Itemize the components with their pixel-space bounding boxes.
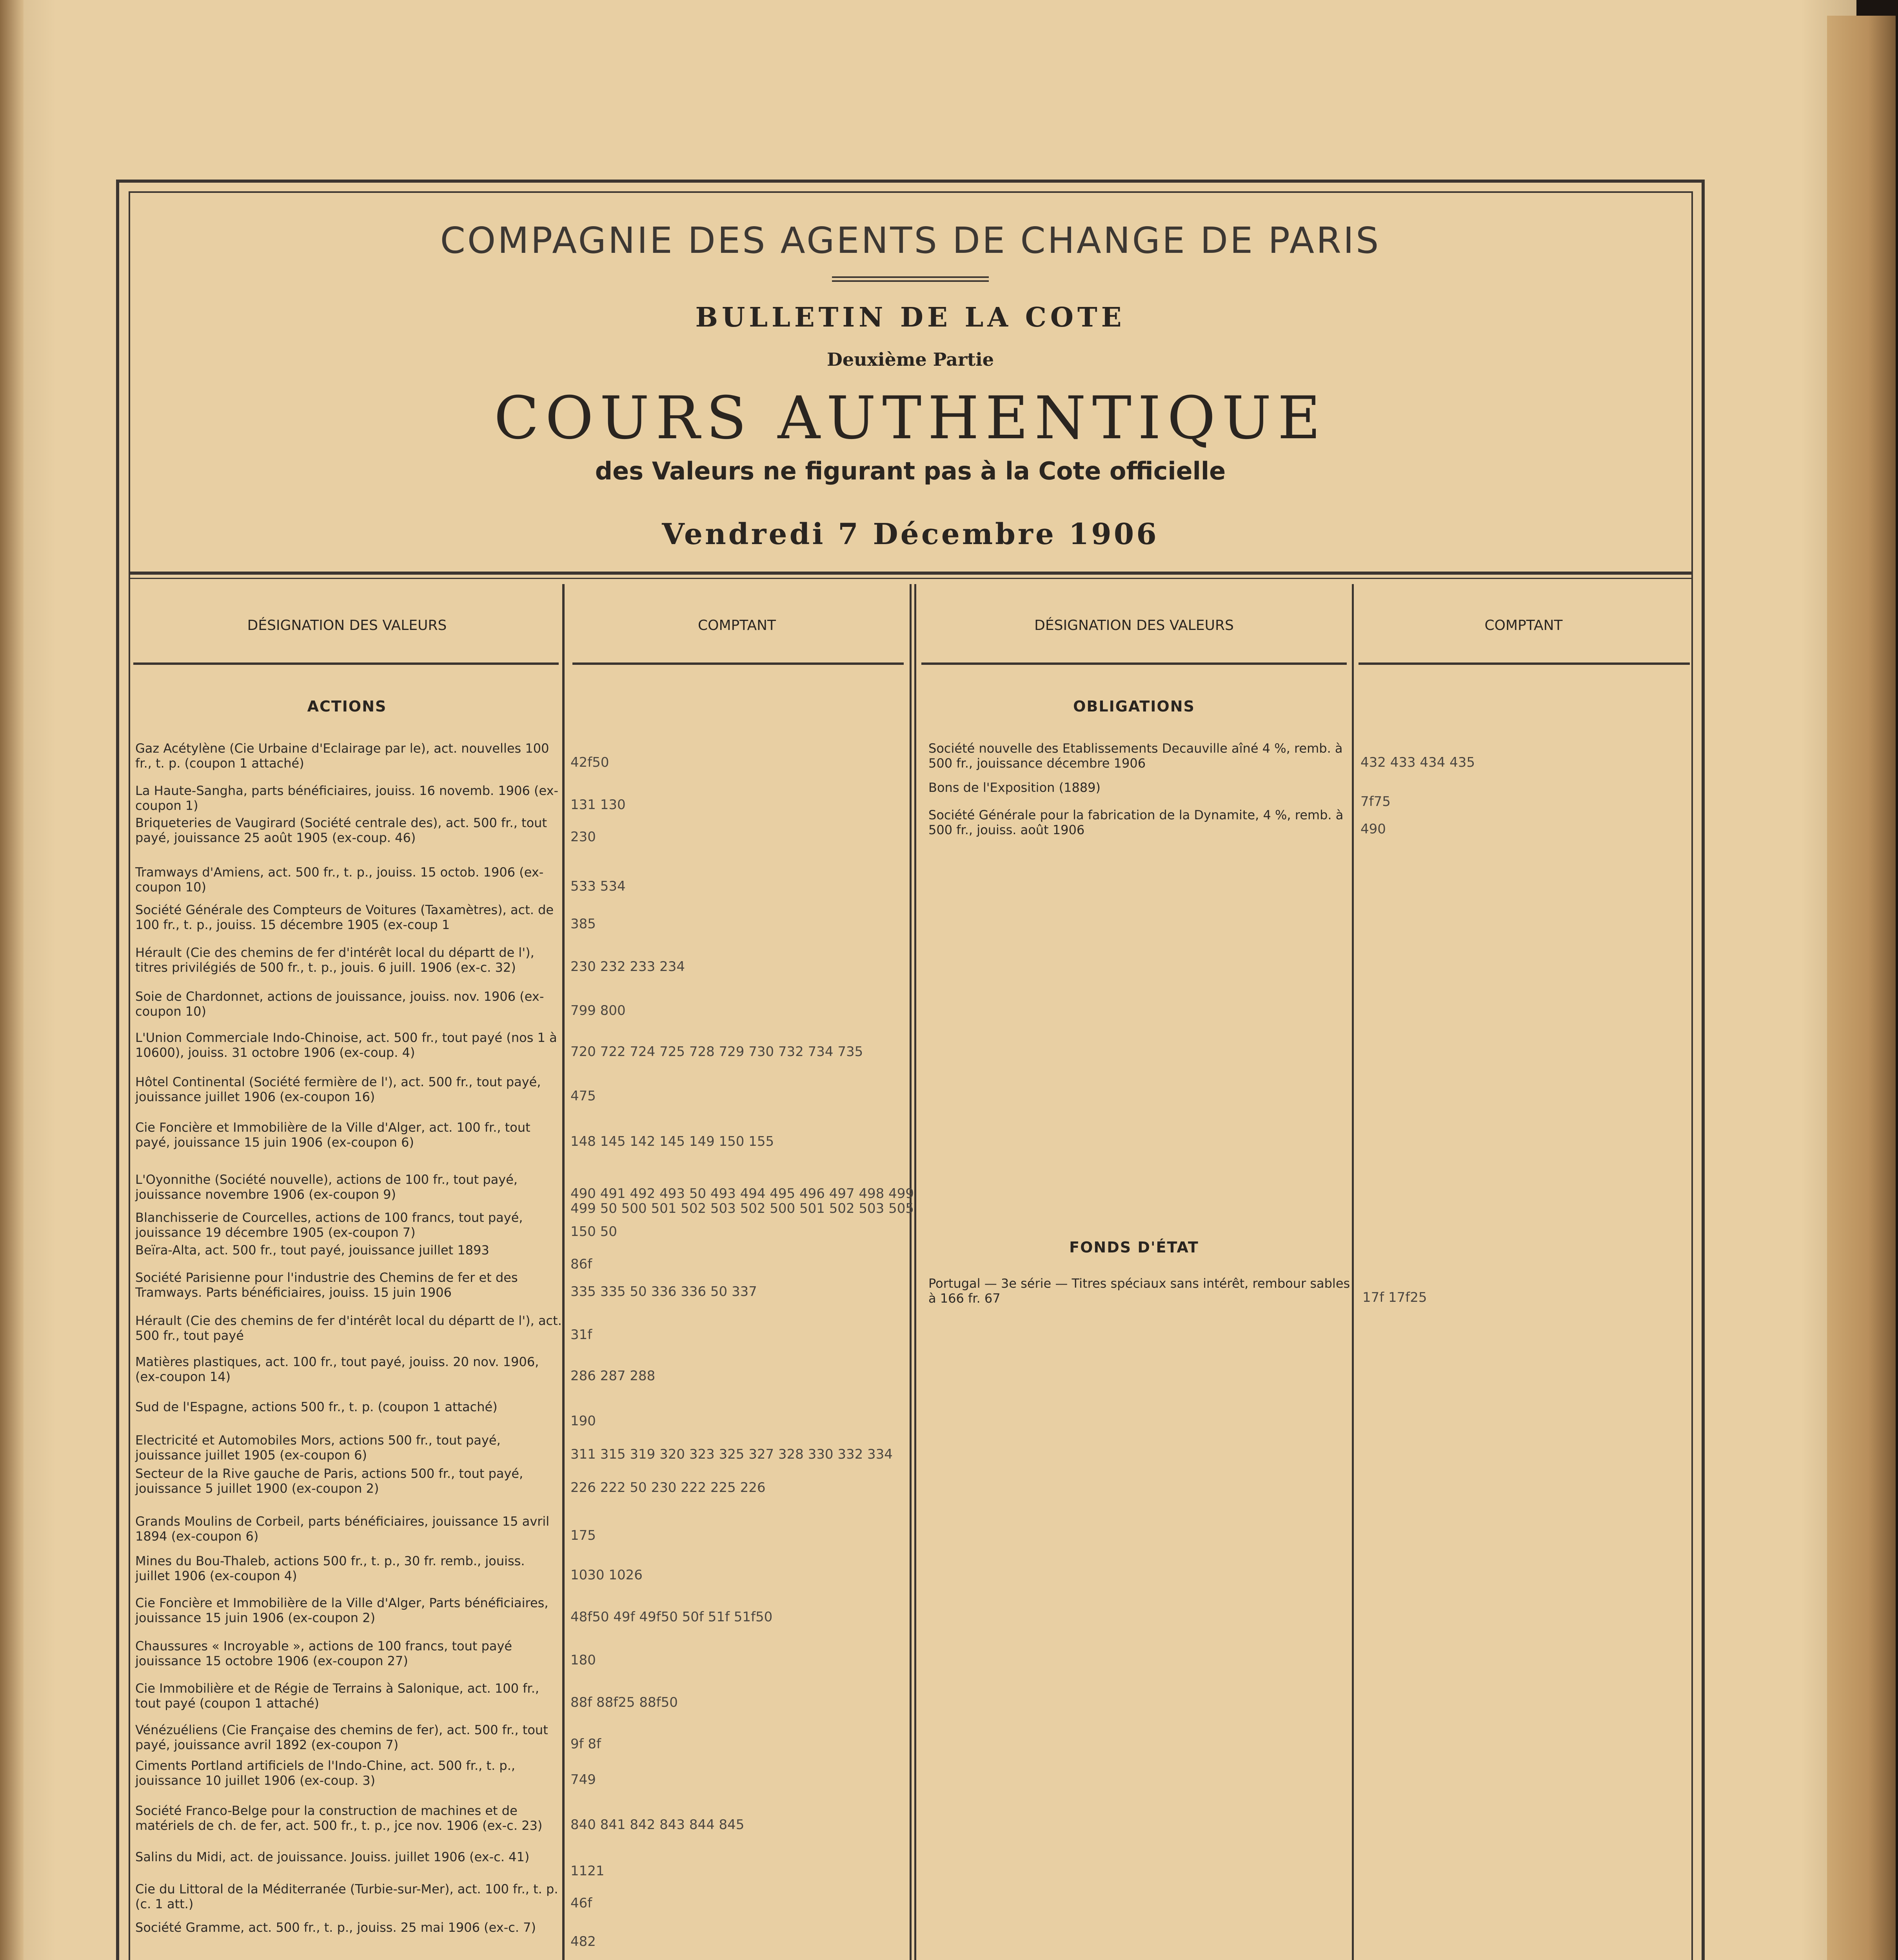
- actions-entry-name: Vénézuéliens (Cie Française des chemins de fer), act. 500 fr., tout payé, jouissance avril 1892 (ex-coupon 7): [135, 1722, 548, 1752]
- actions-section-title: ACTIONS: [307, 698, 387, 715]
- obligations-entry-name: Société nouvelle des Etablissements Decauville aîné 4 %, remb. à 500 fr., jouissance décembre 1906: [928, 741, 1343, 771]
- actions-entry-price: 48f50 49f 49f50 50f 51f 51f50: [570, 1609, 773, 1625]
- header-rule: [129, 572, 1693, 575]
- actions-entry-price: 335 335 50 336 336 50 337: [570, 1284, 757, 1299]
- main-title: COURS AUTHENTIQUE: [494, 384, 1327, 452]
- actions-entry-name: Cie Foncière et Immobilière de la Ville d'Alger, Parts bénéficiaires, jouissance 15 juin 1906 (ex-coupon 2): [135, 1595, 549, 1625]
- actions-entry-name: Cie Immobilière et de Régie de Terrains à Salonique, act. 100 fr., tout payé (coupon 1 attaché): [135, 1681, 539, 1711]
- actions-entry-price: 799 800: [570, 1003, 626, 1018]
- company-title: COMPAGNIE DES AGENTS DE CHANGE DE PARIS: [440, 220, 1381, 261]
- actions-entry-price: 490 491 492 493 50 493 494 495 496 497 498 499 499 50 500 501 502 503 502 500 501 502 503 505: [570, 1186, 914, 1216]
- actions-entry-name: Ciments Portland artificiels de l'Indo-Chine, act. 500 fr., t. p., jouissance 10 juillet 1906 (ex-coup. 3): [135, 1758, 516, 1788]
- actions-entry-name: Tramways d'Amiens, act. 500 fr., t. p., jouiss. 15 octob. 1906 (ex-coupon 10): [135, 865, 544, 895]
- actions-entry-name: Hôtel Continental (Société fermière de l'), act. 500 fr., tout payé, jouissance juillet 1906 (ex-coupon 16): [135, 1074, 541, 1104]
- title-divider: [832, 276, 989, 282]
- actions-entry-price: 482: [570, 1934, 596, 1949]
- actions-entry-name: Briqueteries de Vaugirard (Société centrale des), act. 500 fr., tout payé, jouissance 25 août 1905 (ex-coup. 46): [135, 815, 547, 845]
- actions-entry-price: 226 222 50 230 222 225 226: [570, 1480, 766, 1495]
- obligations-entry-price: 432 433 434 435: [1360, 755, 1475, 770]
- left-head-rule: [133, 662, 559, 665]
- right-head-rule: [921, 662, 1347, 665]
- actions-entry-price: 286 287 288: [570, 1368, 656, 1384]
- obligations-section-title: OBLIGATIONS: [1073, 698, 1195, 715]
- obligations-entry-name: Société Générale pour la fabrication de la Dynamite, 4 %, remb. à 500 fr., jouiss. août 1906: [928, 808, 1344, 837]
- right-col-divider: [1352, 584, 1354, 1960]
- subtitle: des Valeurs ne figurant pas à la Cote officielle: [595, 457, 1226, 485]
- actions-entry-price: 385: [570, 916, 596, 932]
- header-rule-thin: [129, 578, 1693, 579]
- actions-entry-price: 9f 8f: [570, 1736, 601, 1752]
- left-head-rule-2: [572, 662, 904, 665]
- left-comptant-head: COMPTANT: [698, 617, 776, 633]
- actions-entry-price: 533 534: [570, 878, 626, 894]
- actions-entry-price: 131 130: [570, 797, 626, 813]
- obligations-entry-price: 490: [1360, 821, 1386, 837]
- actions-entry-name: Chaussures « Incroyable », actions de 100 francs, tout payé jouissance 15 octobre 1906 (ex-coupon 27): [135, 1639, 512, 1668]
- right-head-rule-2: [1359, 662, 1690, 665]
- actions-entry-name: Société Franco-Belge pour la construction de machines et de matériels de ch. de fer, act. 500 fr., t. p., jce nov. 1906 (ex-c. 23): [135, 1803, 543, 1833]
- actions-entry-name: Hérault (Cie des chemins de fer d'intérêt local du départt de l'), act. 500 fr., tout payé: [135, 1313, 562, 1343]
- actions-entry-price: 31f: [570, 1327, 592, 1343]
- actions-entry-price: 311 315 319 320 323 325 327 328 330 332 334: [570, 1446, 893, 1462]
- actions-entry-name: Soie de Chardonnet, actions de jouissance, jouiss. nov. 1906 (ex-coupon 10): [135, 989, 544, 1019]
- actions-entry-name: Gaz Acétylène (Cie Urbaine d'Eclairage par le), act. nouvelles 100 fr., t. p. (coupon 1 attaché): [135, 741, 549, 771]
- obligations-entry-price: 7f75: [1360, 794, 1391, 809]
- actions-entry-name: Secteur de la Rive gauche de Paris, actions 500 fr., tout payé, jouissance 5 juillet 1900 (ex-coupon 2): [135, 1466, 523, 1496]
- actions-entry-name: Salins du Midi, act. de jouissance. Jouiss. juillet 1906 (ex-c. 41): [135, 1849, 530, 1864]
- actions-entry-name: Electricité et Automobiles Mors, actions 500 fr., tout payé, jouissance juillet 1905 (ex-coupon 6): [135, 1433, 501, 1463]
- actions-entry-price: 840 841 842 843 844 845: [570, 1817, 745, 1833]
- fonds-entry-name: Portugal — 3e série — Titres spéciaux sans intérêt, rembour sables à 166 fr. 67: [928, 1276, 1350, 1306]
- actions-entry-name: Blanchisserie de Courcelles, actions de 100 francs, tout payé, jouissance 19 décembre 1905 (ex-coupon 7): [135, 1210, 523, 1240]
- actions-entry-price: 1030 1026: [570, 1567, 643, 1583]
- actions-entry-price: 175: [570, 1528, 596, 1543]
- actions-entry-name: Société Gramme, act. 500 fr., t. p., jouiss. 25 mai 1906 (ex-c. 7): [135, 1920, 536, 1935]
- actions-entry-price: 86f: [570, 1256, 592, 1272]
- actions-entry-name: La Haute-Sangha, parts bénéficiaires, jouiss. 16 novemb. 1906 (ex-coupon 1): [135, 783, 559, 813]
- right-comptant-head: COMPTANT: [1484, 617, 1563, 633]
- bulletin-date: Vendredi 7 Décembre 1906: [662, 517, 1159, 551]
- fonds-section-title: FONDS D'ÉTAT: [1069, 1239, 1199, 1256]
- right-designation-head: DÉSIGNATION DES VALEURS: [1034, 617, 1234, 633]
- actions-entry-price: 1121: [570, 1863, 605, 1879]
- left-designation-head: DÉSIGNATION DES VALEURS: [247, 617, 447, 633]
- bulletin-title: BULLETIN DE LA COTE: [695, 302, 1126, 333]
- page-stack-edge: [1827, 16, 1896, 1960]
- actions-entry-price: 230: [570, 829, 596, 845]
- actions-entry-price: 150 50: [570, 1224, 617, 1240]
- actions-entry-name: Matières plastiques, act. 100 fr., tout payé, jouiss. 20 nov. 1906, (ex-coupon 14): [135, 1354, 539, 1384]
- actions-entry-price: 42f50: [570, 755, 609, 770]
- center-divider-a: [910, 584, 912, 1960]
- actions-entry-price: 46f: [570, 1895, 592, 1911]
- actions-entry-price: 148 145 142 145 149 150 155: [570, 1134, 774, 1149]
- actions-entry-name: Grands Moulins de Corbeil, parts bénéficiaires, jouissance 15 avril 1894 (ex-coupon 6): [135, 1514, 550, 1544]
- actions-entry-name: L'Oyonnithe (Société nouvelle), actions de 100 fr., tout payé, jouissance novembre 1906 (ex-coupon 9): [135, 1172, 518, 1202]
- binding-edge: [0, 0, 24, 1960]
- actions-entry-name: Beïra-Alta, act. 500 fr., tout payé, jouissance juillet 1893: [135, 1243, 489, 1258]
- obligations-entry-name: Bons de l'Exposition (1889): [928, 780, 1101, 795]
- actions-entry-name: Société Parisienne pour l'industrie des Chemins de fer et des Tramways. Parts bénéficiaires, jouiss. 15 juin 1906: [135, 1270, 518, 1300]
- actions-entry-price: 475: [570, 1088, 596, 1104]
- center-divider-b: [914, 584, 916, 1960]
- actions-entry-price: 720 722 724 725 728 729 730 732 734 735: [570, 1044, 863, 1060]
- actions-entry-name: Sud de l'Espagne, actions 500 fr., t. p. (coupon 1 attaché): [135, 1399, 498, 1414]
- actions-entry-price: 190: [570, 1413, 596, 1429]
- fonds-entry-price: 17f 17f25: [1362, 1290, 1427, 1305]
- actions-entry-price: 88f 88f25 88f50: [570, 1695, 678, 1710]
- actions-entry-price: 180: [570, 1652, 596, 1668]
- actions-entry-name: Cie du Littoral de la Méditerranée (Turbie-sur-Mer), act. 100 fr., t. p. (c. 1 att.): [135, 1882, 558, 1911]
- part-label: Deuxième Partie: [826, 349, 994, 370]
- actions-entry-name: Cie Foncière et Immobilière de la Ville d'Alger, act. 100 fr., tout payé, jouissance 15 juin 1906 (ex-coupon 6): [135, 1120, 530, 1150]
- actions-entry-price: 230 232 233 234: [570, 959, 685, 975]
- actions-entry-price: 749: [570, 1772, 596, 1788]
- actions-entry-name: Mines du Bou-Thaleb, actions 500 fr., t. p., 30 fr. remb., jouiss. juillet 1906 (ex-coupon 4): [135, 1553, 525, 1583]
- actions-entry-name: L'Union Commerciale Indo-Chinoise, act. 500 fr., tout payé (nos 1 à 10600), jouiss. 31 octobre 1906 (ex-coup. 4): [135, 1030, 557, 1060]
- actions-entry-name: Société Générale des Compteurs de Voitures (Taxamètres), act. de 100 fr., t. p., jouiss. 15 décembre 1905 (ex-coup 1: [135, 902, 554, 932]
- actions-entry-name: Hérault (Cie des chemins de fer d'intérêt local du départt de l'), titres privilégiés de 500 fr., t. p., jouis. 6 juill. 1906 (ex-c. 32): [135, 945, 534, 975]
